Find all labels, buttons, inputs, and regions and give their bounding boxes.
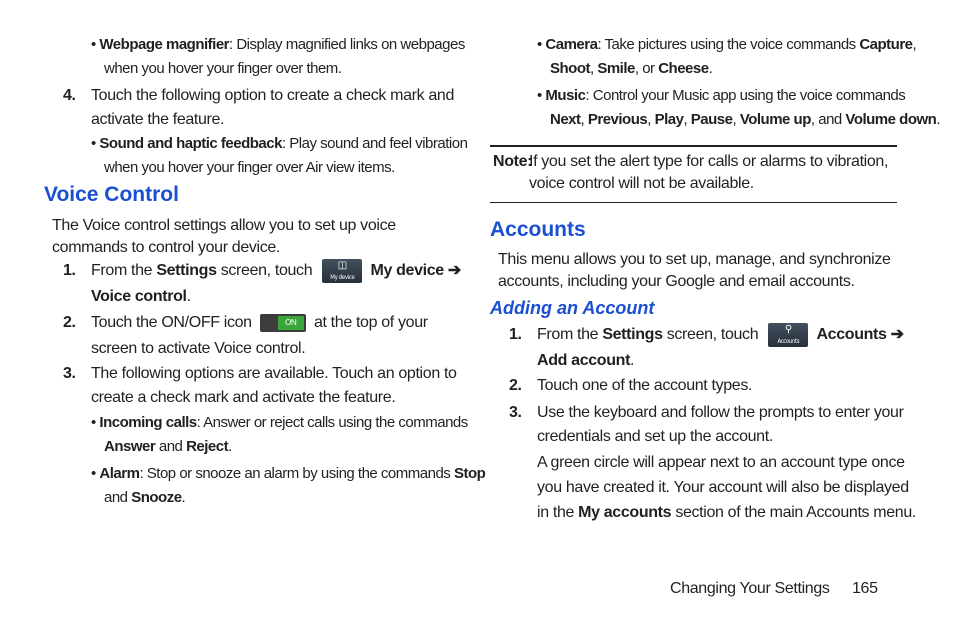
accounts-heading: Accounts (490, 218, 586, 241)
bullet-incoming-calls: • Incoming calls: Answer or reject calls using the commands Answer and Reject. (91, 414, 468, 455)
accounts-intro: This menu allows you to set up, manage, and synchronize accounts, including your Google and email accounts. (498, 251, 891, 290)
step-number: 1. (63, 262, 76, 279)
bullet-camera: • Camera: Take pictures using the voice commands Capture, Shoot, Smile, or Cheese. (537, 36, 917, 77)
voice-step-2: 2. Touch the ON/OFF icon ON at the top of your screen to activate Voice control. (63, 311, 463, 361)
bullet-term: Camera (545, 36, 598, 53)
step-number: 3. (63, 365, 76, 382)
voice-step-1: 1. From the Settings screen, touch ◫ My device My device ➔ Voice control. (63, 260, 461, 305)
step-number: 1. (509, 326, 522, 343)
device-settings-icon: ◫ (337, 260, 347, 271)
footer-section-title: Changing Your Settings (670, 580, 830, 597)
step-number: 2. (63, 314, 76, 331)
step-number: 3. (509, 404, 522, 421)
on-off-toggle-icon: ON (260, 314, 306, 332)
voice-control-intro: The Voice control settings allow you to set up voice commands to control your device. (52, 217, 396, 256)
accounts-icon: ⚲ Accounts (768, 323, 808, 347)
adding-account-heading: Adding an Account (490, 298, 655, 318)
accounts-step-1: 1. From the Settings screen, touch ⚲ Accounts Accounts ➔ Add account. (509, 324, 904, 369)
key-icon: ⚲ (784, 324, 792, 335)
note-bottom-rule (490, 202, 897, 203)
bullet-sound-haptic: • Sound and haptic feedback: Play sound and feel vibration when you hover your finger over Air view items. (91, 135, 468, 176)
step-4: 4. Touch the following option to create a check mark and activate the feature. (63, 84, 463, 132)
accounts-step-2: 2. Touch one of the account types. (509, 374, 909, 398)
note-top-rule (490, 145, 897, 147)
bullet-webpage-magnifier: • Webpage magnifier: Display magnified links on webpages when you hover your finger over them. (91, 36, 465, 77)
my-device-icon: ◫ My device (322, 259, 362, 283)
step-number: 2. (509, 377, 522, 394)
accounts-paragraph: A green circle will appear next to an account type once you have created it. Your account will also be displayed in the My accounts section of the main Accounts menu. (537, 454, 917, 521)
voice-control-heading: Voice Control (44, 183, 179, 206)
bullet-term: Alarm (99, 465, 140, 482)
bullet-music: • Music: Control your Music app using the voice commands Next, Previous, Play, Pause, Volume up, and Volume down. (537, 87, 940, 128)
bullet-term: Incoming calls (99, 414, 197, 431)
bullet-alarm: • Alarm: Stop or snooze an alarm by using the commands Stop and Snooze. (91, 465, 486, 506)
page-number: 165 (852, 580, 878, 597)
step-number: 4. (63, 87, 76, 104)
note-label: Note: (493, 153, 533, 170)
note-box: Note: If you set the alert type for calls or alarms to vibration, voice control will not be available. (493, 150, 897, 196)
accounts-step-3: 3. Use the keyboard and follow the prompts to enter your credentials and set up the account. (509, 401, 909, 449)
bullet-term: Webpage magnifier (99, 36, 230, 53)
bullet-term: Music (545, 87, 586, 104)
bullet-term: Sound and haptic feedback (99, 135, 282, 152)
voice-step-3: 3. The following options are available. Touch an option to create a check mark and activate the feature. (63, 362, 463, 410)
